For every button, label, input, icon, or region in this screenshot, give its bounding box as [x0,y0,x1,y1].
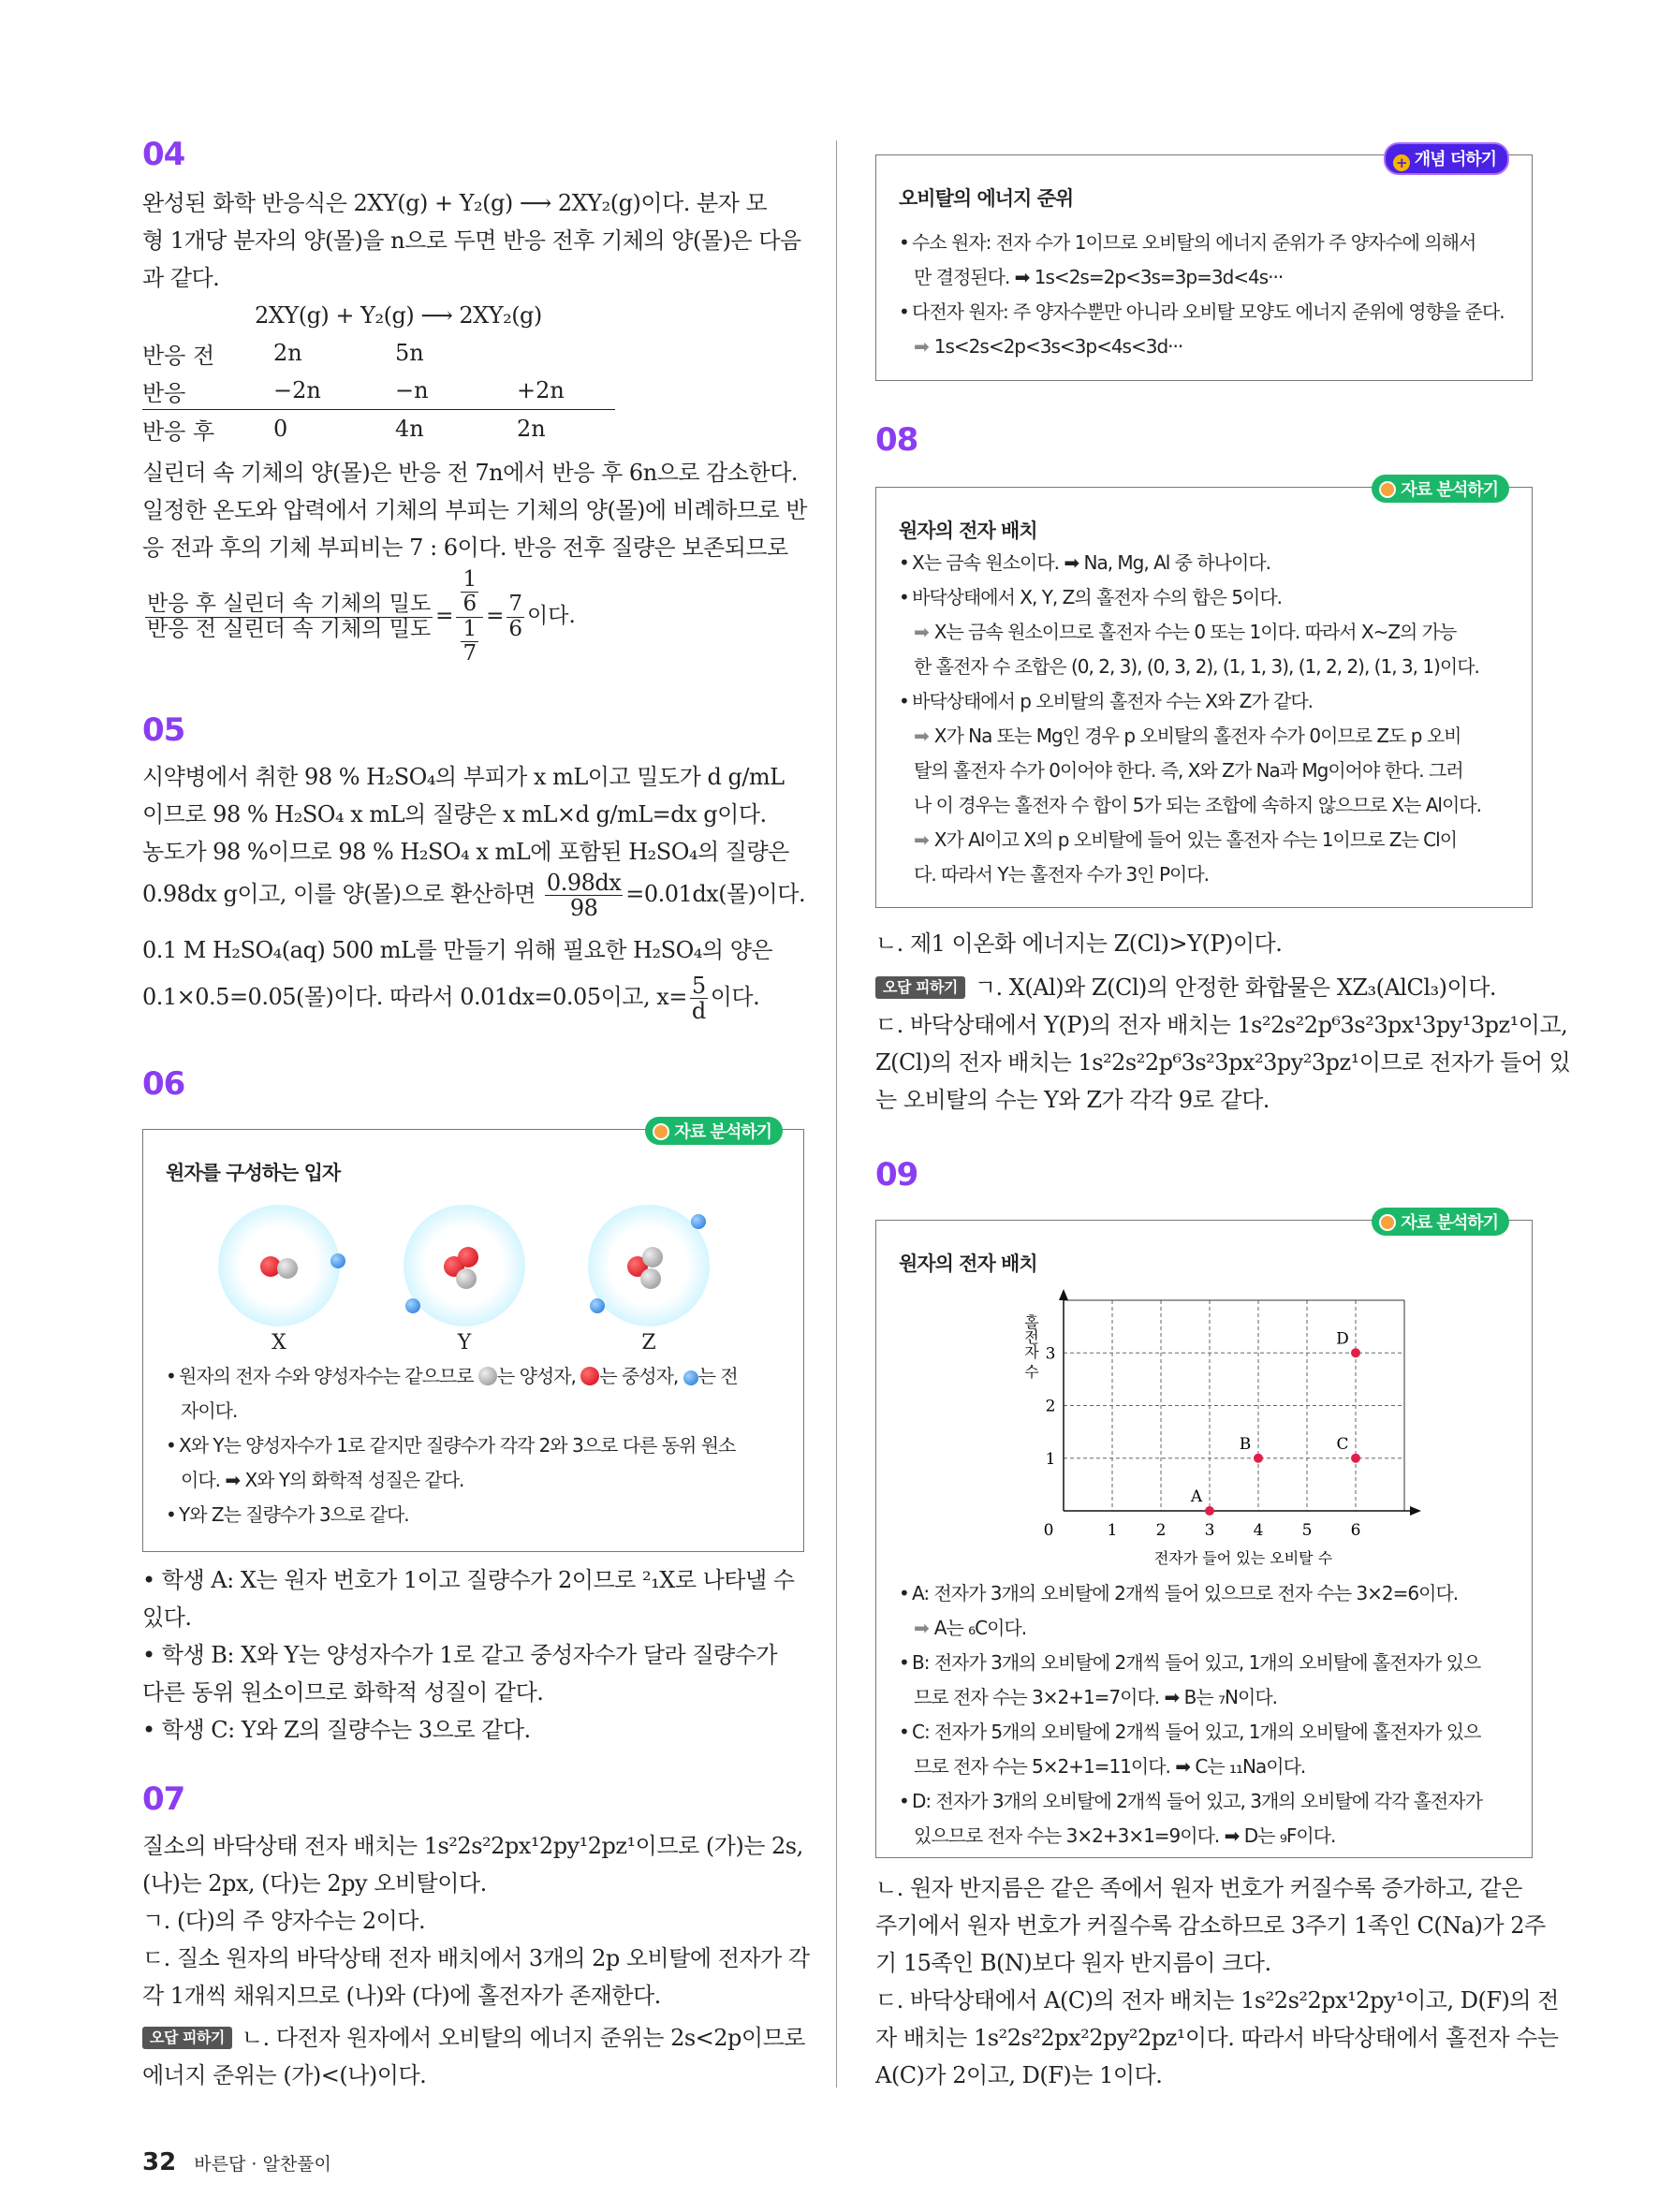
text-line: 형 1개당 분자의 양(몰)을 n으로 두면 반응 전후 기체의 양(몰)은 다음 [142,227,801,254]
box-title: 원자를 구성하는 입자 [166,1162,341,1184]
explanation-line [142,969,759,1025]
denominator: 7 [462,640,477,666]
y-axis-arrow-icon [1059,1289,1068,1300]
text-line: • D: 전자가 3개의 오비탈에 2개씩 들어 있고, 3개의 오비탈에 각각 홀전자가 [899,1784,1513,1819]
suffix: 이다. [527,604,576,629]
box-content [899,1576,1513,1853]
text-line: ㄷ. 질소 원자의 바닥상태 전자 배치에서 3개의 2p 오비탈에 전자가 각 [142,1945,810,1971]
badge-label: 자료 분석하기 [1401,1213,1498,1233]
text-line: • 바닥상태에서 X, Y, Z의 홀전자 수의 합은 5이다. [899,580,1513,615]
wrong-answer-badge: 오답 피하기 [142,2027,232,2049]
text-line: 다른 동위 원소이므로 화학적 성질이 같다. [142,1679,544,1706]
denominator: d [691,998,706,1024]
text-line: 일정한 온도와 압력에서 기체의 부피는 기체의 양(몰)에 비례하므로 반 [142,497,807,523]
row-label: 반응 [142,379,186,406]
text-line: ㄱ. (다)의 주 양자수는 2이다. [142,1908,426,1934]
denominator: 98 [569,895,598,921]
text-line: • X는 금속 원소이다. ➡ Na, Mg, Al 중 하나이다. [899,546,1513,580]
text-line: ㄴ. 원자 반지름은 같은 족에서 원자 번호가 커질수록 증가하고, 같은 [875,1875,1522,1901]
badge-label: 개념 더하기 [1414,150,1496,169]
badge-label: 자료 분석하기 [674,1122,771,1142]
fraction [545,871,623,921]
question-number: 04 [142,136,185,173]
electron-icon [683,1370,698,1385]
box-content [166,1359,785,1532]
x-tick-label: 3 [1204,1521,1215,1540]
text-line: 농도가 98 %이므로 98 % H₂SO₄ x mL에 포함된 H₂SO₄의 질량은 [142,839,789,865]
plus-icon: + [1393,154,1410,171]
magnifier-icon [1379,481,1396,498]
data-point [1254,1454,1263,1463]
text-line: • 학생 A: X는 원자 번호가 1이고 질량수가 2이므로 ²₁X로 나타낼 수 [142,1567,795,1593]
atom-x-diagram [218,1205,340,1326]
fraction [690,974,708,1024]
text-line: • 학생 B: X와 Y는 양성자수가 1로 같고 중성자수가 달라 질량수가 [142,1642,778,1668]
text-line: ➡ 1s<2s<2p<3s<3p<4s<3d··· [899,330,1513,364]
text-line: 주기에서 원자 번호가 커질수록 감소하므로 3주기 1족인 C(Na)가 2주 [875,1912,1546,1939]
explanation-line: 에너지 준위는 (가)<(나)이다. [142,2062,427,2088]
text: 0.1×0.5=0.05(몰)이다. 따라서 0.01dx=0.05이고, x= [142,984,687,1010]
box-title: 원자의 전자 배치 [899,520,1037,542]
text-line: ㄷ. 바닥상태에서 Y(P)의 전자 배치는 1s²2s²2p⁶3s²3px¹3py¹3pz¹이고, [875,1012,1568,1038]
x-tick-label: 2 [1155,1521,1167,1540]
text-line: 실린더 속 기체의 양(몰)은 반응 전 7n에서 반응 후 6n으로 감소한다. [142,460,799,486]
box-content [899,546,1513,892]
text: 는 중성자, [599,1365,683,1387]
page-number: 32 [142,2148,177,2176]
point-label: D [1336,1329,1349,1349]
explanation-line: 0.1 M H₂SO₄(aq) 500 mL를 만들기 위해 필요한 H₂SO₄의 양은 [142,937,773,963]
proton-icon [478,1367,497,1385]
text: 는 전 [697,1365,738,1387]
box-title: 오비탈의 에너지 준위 [899,187,1074,210]
text-line: ➡ X가 Al이고 X의 p 오비탈에 들어 있는 홀전자 수는 1이므로 Z는 Cl이 [899,823,1513,857]
text-line: 질소의 바닥상태 전자 배치는 1s²2s²2px¹2py¹2pz¹이므로 (가)는 2s, [142,1833,803,1859]
numerator: 1 [462,567,477,592]
fraction [456,568,483,666]
fraction [145,593,433,641]
point-label: B [1239,1434,1252,1454]
explanation-line [142,866,805,922]
data-point [1351,1454,1360,1463]
text-line: 완성된 화학 반응식은 2XY(g) + Y₂(g) ⟶ 2XY₂(g)이다. 분자 모 [142,190,768,216]
text-line: • 다전자 원자: 주 양자수뿐만 아니라 오비탈 모양도 에너지 준위에 영향을 준다. [899,295,1513,330]
text-line: 과 같다. [142,265,220,291]
question-number: 08 [875,421,918,459]
text-line: 자 배치는 1s²2s²2px²2py²2pz¹이다. 따라서 바닥상태에서 홀전자 수는 [875,2025,1559,2051]
text-line: 시약병에서 취한 98 % H₂SO₄의 부피가 x mL이고 밀도가 d g/mL [142,764,785,790]
text-line: 있으므로 전자 수는 3×2+3×1=9이다. ➡ D는 ₉F이다. [914,1824,1336,1847]
text-line: • X와 Y는 양성자수가 1로 같지만 질량수가 각각 2와 3으로 다른 동위 원소 [166,1428,785,1463]
x-axis-label: 전자가 들어 있는 오비탈 수 [1153,1549,1333,1567]
text-line: 므로 전자 수는 5×2+1=11이다. ➡ C는 ₁₁Na이다. [914,1755,1306,1778]
text-line: 한 홀전자 수 조합은 (0, 2, 3), (0, 3, 2), (1, 1, 3), (1, 2, 2), (1, 3, 1)이다. [914,655,1479,678]
atom-label: Z [641,1331,656,1355]
table-cell: 2n [273,340,302,366]
proton-icon [277,1258,298,1279]
y-axis-label: 홀전자 수 [1021,1314,1040,1380]
row-label: 반응 전 [142,342,215,369]
text-line: ➡ X가 Na 또는 Mg인 경우 p 오비탈의 홀전자 수가 0이므로 Z도 p 오비 [899,719,1513,754]
table-cell: −2n [273,377,321,403]
denominator: 6 [508,616,523,641]
electron-icon [330,1253,345,1268]
table-cell: 5n [395,340,424,366]
explanation [875,1869,1559,2094]
numerator: 7 [508,592,523,617]
x-tick-label: 0 [1043,1521,1054,1540]
equals: = [435,604,454,629]
magnifier-icon [653,1123,669,1140]
text-line: 탈의 홀전자 수가 0이어야 한다. 즉, X와 Z가 Na과 Mg이어야 한다. 그러 [914,759,1463,782]
atom-label: X [272,1331,286,1355]
box-lines [166,1428,785,1532]
text-line: • Y와 Z는 질량수가 3으로 같다. [166,1498,785,1532]
wrong-answer-line [142,2019,805,2057]
data-point [1351,1348,1360,1357]
atom-z-diagram [588,1205,710,1326]
data-analysis-badge [1372,475,1509,503]
question-number: 05 [142,711,185,749]
y-tick-label: 1 [1045,1449,1056,1469]
text-line: 는 오비탈의 수는 Y와 Z가 각각 9로 같다. [875,1087,1270,1113]
numerator [456,568,483,618]
wrong-answer-line [875,969,1496,1006]
denominator [456,618,483,667]
question-number: 06 [142,1065,185,1103]
fraction [507,593,524,641]
text-line: (나)는 2px, (다)는 2py 오비탈이다. [142,1870,487,1897]
explanation [875,1006,1570,1119]
question-number: 07 [142,1780,185,1818]
x-tick-label: 5 [1301,1521,1313,1540]
numerator: 반응 후 실린더 속 기체의 밀도 [147,592,432,617]
analysis-box [142,1122,804,1552]
x-axis-arrow-icon [1410,1506,1421,1516]
text-line: 므로 전자 수는 3×2+1=7이다. ➡ B는 ₇N이다. [914,1686,1278,1708]
proton-icon [640,1268,661,1289]
explanation [142,454,807,566]
text: ㄱ. X(Al)와 Z(Cl)의 안정한 화합물은 XZ₃(AlCl₃)이다. [974,974,1497,1001]
text: 0.98dx g이고, 이를 양(몰)으로 환산하면 [142,881,542,907]
text-line: 각 1개씩 채워지므로 (나)와 (다)에 홀전자가 존재한다. [142,1983,661,2009]
table-cell: 0 [273,416,288,442]
question-number: 09 [875,1156,918,1194]
text: 원자의 전자 수와 양성자수는 같으므로 [179,1365,478,1387]
density-ratio [142,568,576,666]
text-line: 있다. [142,1604,192,1631]
data-analysis-badge [1372,1208,1509,1236]
numerator: 1 [462,616,477,641]
concept-badge [1384,142,1509,175]
table-row [142,334,615,372]
y-tick-label: 2 [1045,1397,1056,1416]
electron-icon [691,1214,706,1229]
row-label: 반응 후 [142,417,215,445]
box-content [899,226,1513,364]
text-line: • C: 전자가 5개의 오비탈에 2개씩 들어 있고, 1개의 오비탈에 홀전자가 있으 [899,1715,1513,1750]
x-tick-label: 4 [1253,1521,1264,1540]
neutron-icon [580,1367,599,1385]
numerator: 0.98dx [546,869,622,896]
data-point [1205,1506,1214,1516]
explanation [142,1561,795,1749]
denominator: 반응 전 실린더 속 기체의 밀도 [147,616,432,641]
atom-label: Y [457,1331,472,1355]
legend-line [166,1359,785,1394]
unpaired-electron-chart [979,1277,1410,1567]
book-title: 바른답 · 알찬풀이 [194,2154,331,2175]
neutron-icon [458,1247,478,1267]
y-tick-label: 3 [1045,1344,1056,1364]
analysis-box [875,1213,1533,1858]
table-cell: −n [395,377,429,403]
explanation [142,184,801,297]
table-cell [517,334,615,372]
badge-label: 자료 분석하기 [1401,480,1498,500]
atom-y-diagram [404,1205,525,1326]
wrong-answer-badge: 오답 피하기 [875,976,965,999]
table-row [142,410,615,448]
column-divider [836,140,837,2087]
page-footer [142,2148,331,2176]
text-line: ➡ A는 ₆C이다. [899,1611,1513,1646]
concept-box [875,150,1533,381]
denominator: 6 [462,592,477,617]
table-row [142,372,615,410]
legend-line: 자이다. [181,1399,238,1422]
table-cell: 4n [395,416,424,442]
text-line: • 학생 C: Y와 Z의 질량수는 3으로 같다. [142,1717,531,1743]
explanation [142,758,789,871]
text-line: • B: 전자가 3개의 오비탈에 2개씩 들어 있고, 1개의 오비탈에 홀전자가 있으 [899,1646,1513,1680]
text-line: ㄷ. 바닥상태에서 A(C)의 전자 배치는 1s²2s²2px¹2py¹이고, D(F)의 전 [875,1987,1559,2014]
x-tick-label: 6 [1350,1521,1361,1540]
text: =0.01dx(몰)이다. [625,881,806,907]
reaction-equation: 2XY(g) + Y₂(g) ⟶ 2XY₂(g) [255,302,542,329]
proton-icon [456,1268,477,1289]
table-cell: +2n [517,377,565,403]
text-line: 다. 따라서 Y는 홀전자 수가 3인 P이다. [914,863,1210,886]
numerator: 5 [690,974,708,999]
equals: = [486,604,505,629]
text-line: 만 결정된다. ➡ 1s<2s=2p<3s=3p=3d<4s··· [914,266,1284,288]
text: 는 양성자, [496,1365,581,1387]
text-line: A(C)가 2이고, D(F)는 1이다. [875,2062,1163,2088]
electron-icon [405,1298,420,1313]
fraction [461,568,478,617]
x-tick-label: 1 [1107,1521,1118,1540]
text-line: 나 이 경우는 홀전자 수 합이 5가 되는 조합에 속하지 않으므로 X는 Al이다. [914,794,1481,816]
fraction [461,618,478,667]
analysis-box [875,480,1533,908]
data-analysis-badge [645,1117,783,1145]
text-line: 이다. ➡ X와 Y의 화학적 성질은 같다. [181,1469,464,1491]
explanation [142,1827,810,2014]
mole-table [142,334,615,447]
text-line: • A: 전자가 3개의 오비탈에 2개씩 들어 있으므로 전자 수는 3×2=6이다. [899,1576,1513,1611]
box-title: 원자의 전자 배치 [899,1252,1037,1275]
text-line: 응 전과 후의 기체 부피비는 7 : 6이다. 반응 전후 질량은 보존되므로 [142,535,788,561]
electron-icon [590,1298,605,1313]
point-label: C [1336,1434,1349,1454]
table-cell: 2n [517,416,546,442]
text-line: • 바닥상태에서 p 오비탈의 홀전자 수는 X와 Z가 같다. [899,684,1513,719]
text-line: Z(Cl)의 전자 배치는 1s²2s²2p⁶3s²3px²3py²3pz¹이므로 전자가 들어 있 [875,1049,1571,1076]
text: 이다. [710,984,760,1010]
text-line: ➡ X는 금속 원소이므로 홀전자 수는 0 또는 1이다. 따라서 X~Z의 가능 [899,615,1513,650]
point-label: A [1190,1487,1203,1506]
text: ㄴ. 다전자 원자에서 오비탈의 에너지 준위는 2s<2p이므로 [241,2025,805,2051]
proton-icon [642,1247,663,1267]
text-line: 이므로 98 % H₂SO₄ x mL의 질량은 x mL×d g/mL=dx g이다. [142,801,767,828]
text-line: 기 15족인 B(N)보다 원자 반지름이 크다. [875,1950,1271,1976]
magnifier-icon [1379,1214,1396,1231]
text-line: • 수소 원자: 전자 수가 1이므로 오비탈의 에너지 준위가 주 양자수에 의해서 [899,226,1513,260]
explanation-line: ㄴ. 제1 이온화 에너지는 Z(Cl)>Y(P)이다. [875,930,1283,957]
